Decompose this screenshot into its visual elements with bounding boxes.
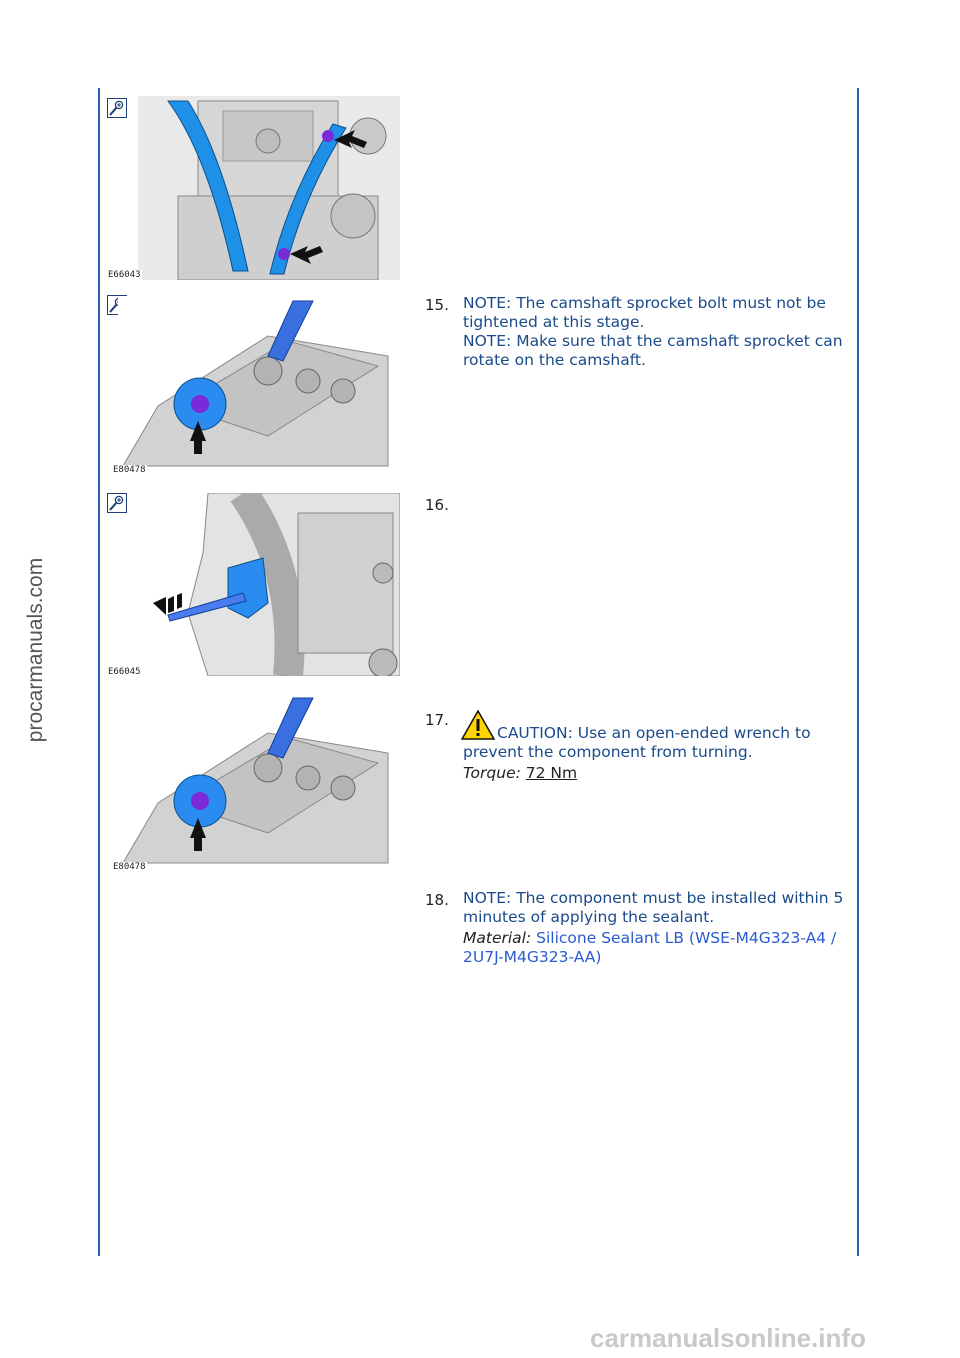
bottom-watermark: carmanualsonline.info <box>590 1323 866 1353</box>
figure-tensioner-tool <box>148 493 400 676</box>
torque-label: Torque: <box>463 764 521 782</box>
step-18-note <box>463 889 853 967</box>
figure-camshaft-sprocket <box>118 296 393 476</box>
side-watermark: procarmanuals.com <box>24 557 47 743</box>
caution-text: CAUTION: Use an open-ended wrench to prevent the component from turning. <box>463 724 811 761</box>
step-number: 15. <box>425 296 449 314</box>
torque-value[interactable]: 72 Nm <box>525 764 578 782</box>
step-number: 18. <box>425 891 449 909</box>
right-border-rule <box>857 88 859 1256</box>
step-number: 16. <box>425 496 449 514</box>
figure-label: E66045 <box>108 667 141 677</box>
figure-timing-guides <box>138 96 400 280</box>
step-number: 17. <box>425 711 449 729</box>
step-note: NOTE: The component must be installed within 5 minutes of applying the sealant. <box>463 889 844 926</box>
figure-camshaft-torque <box>118 693 393 871</box>
figure-label: E80478 <box>113 465 146 475</box>
step-note: NOTE: The camshaft sprocket bolt must not be tightened at this stage. <box>463 294 826 331</box>
step-note: NOTE: Make sure that the camshaft sprocket can rotate on the camshaft. <box>463 332 843 369</box>
left-border-rule <box>98 88 100 1256</box>
material-value: Silicone Sealant LB (WSE-M4G323-A4 / 2U7J-M4G323-AA) <box>463 929 837 966</box>
caution-icon <box>461 710 495 740</box>
zoom-icon[interactable] <box>107 493 127 513</box>
zoom-icon[interactable] <box>107 98 127 118</box>
material-label: Material: <box>463 929 532 947</box>
step-15-notes <box>463 294 853 370</box>
figure-label: E66043 <box>108 270 141 280</box>
figure-label: E80478 <box>113 862 146 872</box>
step-17-caution <box>463 710 853 783</box>
